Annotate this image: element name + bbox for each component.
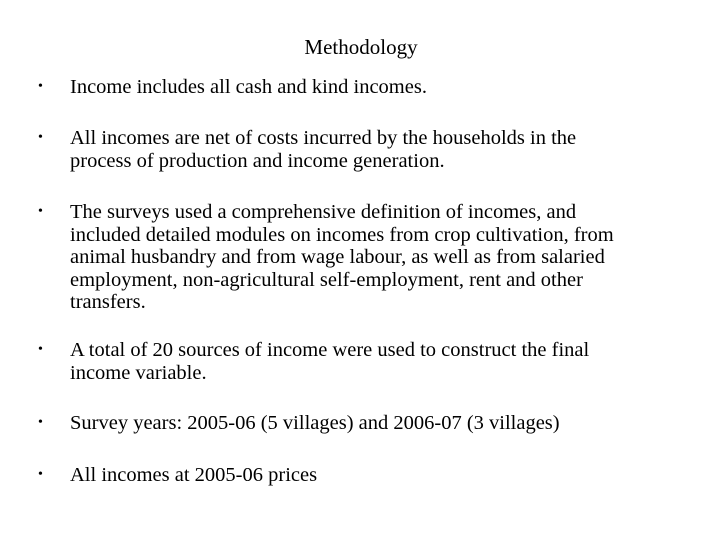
bullet-item	[38, 76, 638, 99]
bullet-icon: •	[38, 79, 43, 94]
bullet-icon: •	[38, 467, 43, 482]
bullet-text: A total of 20 sources of income were used to construct the final income variable.	[70, 339, 590, 384]
bullet-item	[38, 339, 638, 384]
bullet-text: All incomes at 2005-06 prices	[70, 464, 318, 486]
bullet-item	[38, 127, 638, 172]
slide-title: Methodology	[304, 35, 418, 59]
bullet-text: Survey years: 2005-06 (5 villages) and 2006-07 (3 villages)	[70, 412, 560, 434]
bullet-icon: •	[38, 130, 43, 145]
bullet-icon: •	[38, 204, 43, 219]
bullet-item	[38, 412, 638, 435]
bullet-item	[38, 464, 638, 487]
bullet-icon: •	[38, 415, 43, 430]
bullet-text: All incomes are net of costs incurred by the households in the process of production and income generation.	[70, 127, 577, 172]
bullet-icon: •	[38, 342, 43, 357]
bullet-text: The surveys used a comprehensive definition of incomes, and included detailed modules on incomes from crop cultivation, from animal husbandry and from wage labour, as well as from salaried employment, non-agricultural self-employment, rent and other transfers.	[70, 201, 614, 313]
bullet-text: Income includes all cash and kind incomes.	[70, 76, 427, 98]
bullet-item	[38, 201, 638, 314]
